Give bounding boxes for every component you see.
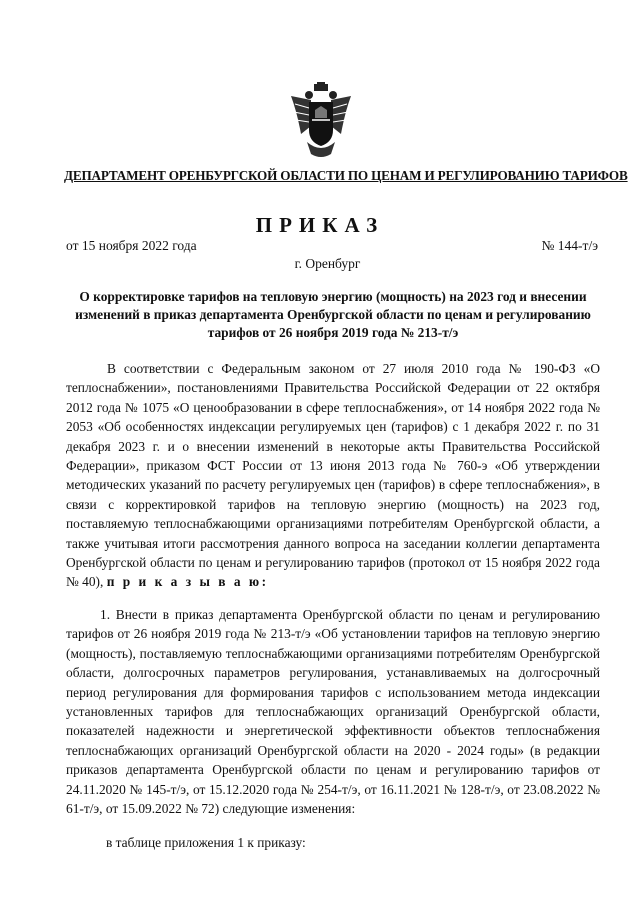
preamble-paragraph	[66, 359, 600, 592]
preamble-text: В соответствии с Федеральным законом от 27 июля 2010 года № 190-ФЗ «О теплоснабжении», постановлениями Правительства Российской Федерации от 22 октября 2012 года № 1075 «О ценообразовании в сфере теплоснабжения», от 14 ноября 2022 года № 2053 «Об особенностях индексации регулируемых цен (тарифов) с 1 декабря 2022 г. по 31 декабря 2023 г. и о внесении изменений в некоторые акты Правительства Российской Федерации», приказом ФСТ России от 13 июня 2013 года № 760-э «Об утверждении методических указаний по расчету регулируемых цен (тарифов) в сфере теплоснабжения», в связи с корректировкой тарифов на тепловую энергию (мощность) на 2023 год, поставляемую теплоснабжающими организациями потребителям Оренбургской области, а также учитывая итоги рассмотрения данного вопроса на заседании коллегии департамента Оренбургской области по ценам и регулированию тарифов (протокол от 15 ноября 2022 года № 40),	[66, 361, 600, 590]
order-word: п р и к а з ы в а ю:	[106, 574, 269, 590]
order-heading: О корректировке тарифов на тепловую энергию (мощность) на 2023 год и внесении изменений в приказ департамента Оренбургской области по ценам и регулированию тарифов от 26 ноября 2019 года № 213-т/э	[75, 289, 591, 340]
order-number: № 144-т/э	[541, 238, 598, 253]
order-city: г. Оренбург	[294, 256, 361, 271]
item-1-paragraph: 1. Внести в приказ департамента Оренбургской области по ценам и регулированию тарифов от 26 ноября 2019 года № 213-т/э «Об установлении тарифов на тепловую энергию (мощность), поставляемую теплоснабжающими организациями потребителям Оренбургской области, долгосрочных параметров регулирования, устанавливаемых на долгосрочный период регулирования для формирования тарифов с использованием метода индексации установленных тарифов для теплоснабжающих организаций Оренбургской области, показателей надежности и энергетической эффективности объектов теплоснабжения теплоснабжающих организаций Оренбургской области на 2020 - 2024 годы» (в редакции приказов департамента Оренбургской области по ценам и регулированию тарифов от 24.11.2020 № 145-т/э, от 15.12.2020 года № 254-т/э, от 16.11.2021 № 128-т/э, от 23.08.2022 № 61-т/э, от 15.09.2022 № 72) следующие изменения:	[66, 607, 600, 817]
department-name: ДЕПАРТАМЕНТ ОРЕНБУРГСКОЙ ОБЛАСТИ ПО ЦЕНАМ И РЕГУЛИРОВАНИЮ ТАРИФОВ	[64, 168, 628, 183]
order-date: от 15 ноября 2022 года	[66, 238, 197, 253]
coat-of-arms-icon	[287, 82, 355, 160]
item-1-subparagraph: в таблице приложения 1 к приказу:	[106, 835, 306, 850]
document-type-title: ПРИКАЗ	[255, 213, 385, 237]
